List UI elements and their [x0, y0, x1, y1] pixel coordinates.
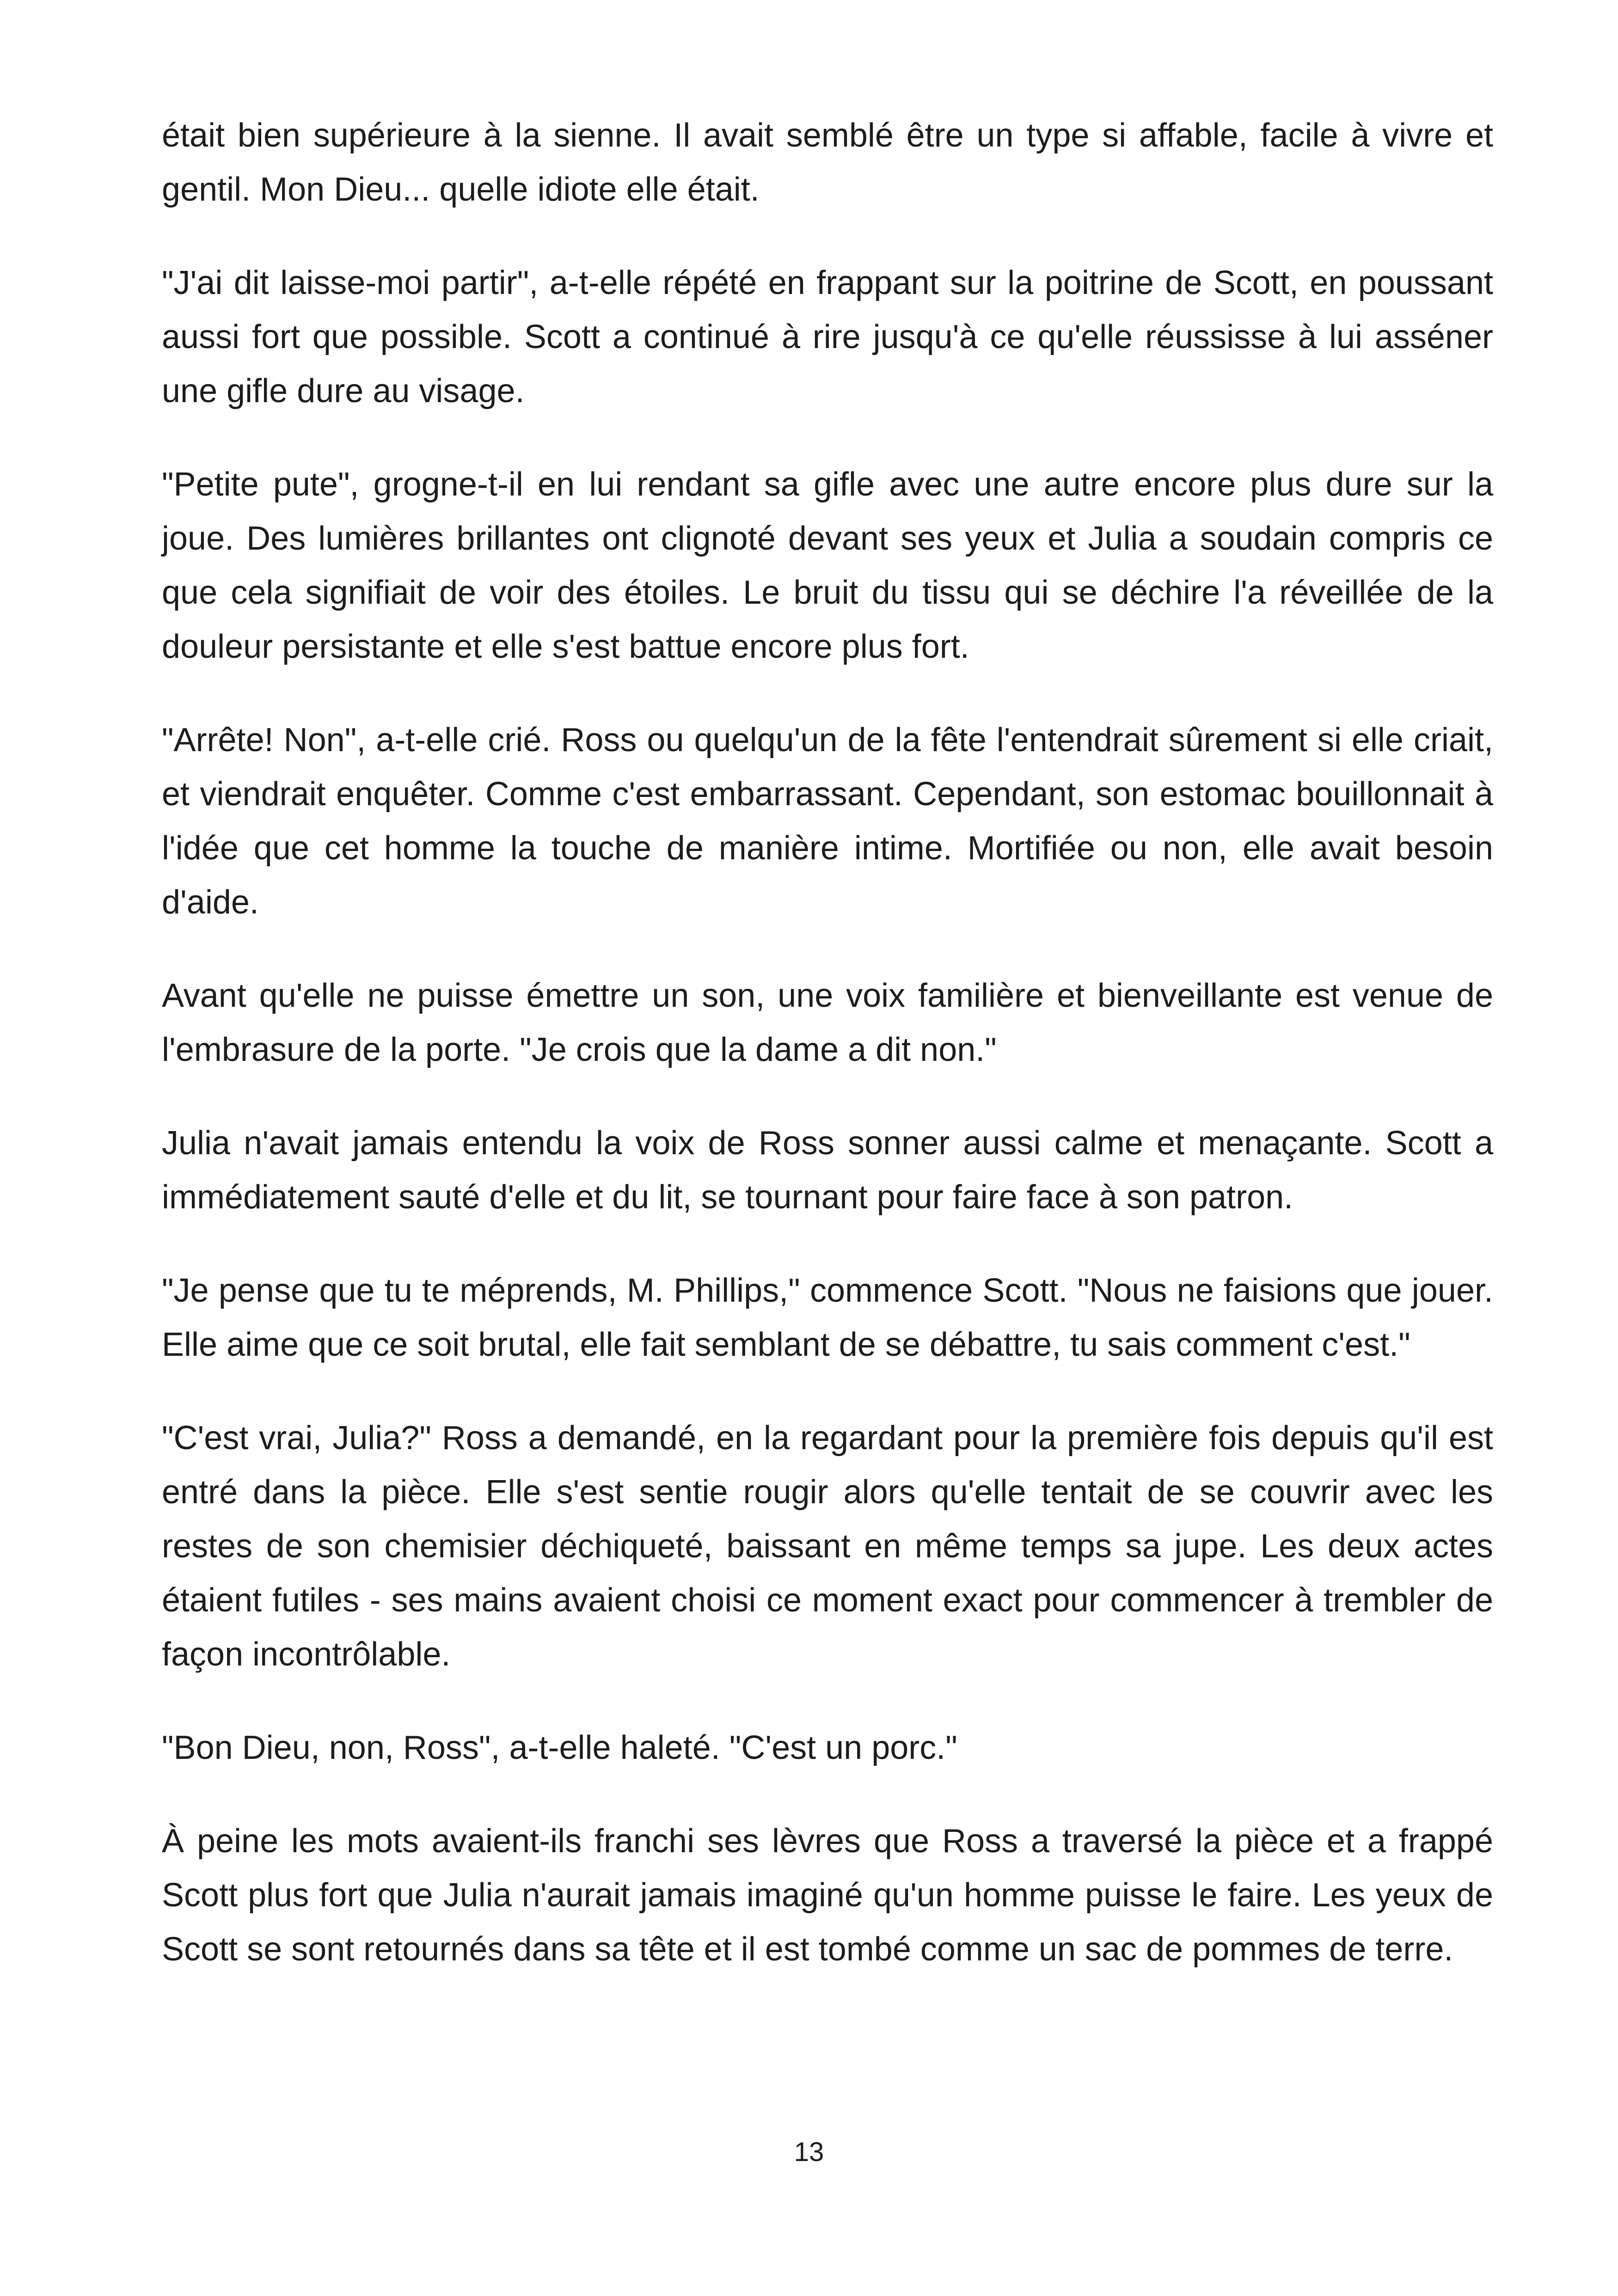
- page-number: 13: [794, 2137, 824, 2167]
- paragraph: était bien supérieure à la sienne. Il avait semblé être un type si affable, facile à vivre et gentil. Mon Dieu... quelle idiote elle était.: [162, 117, 1493, 208]
- paragraph: Avant qu'elle ne puisse émettre un son, une voix familière et bienveillante est venue de l'embrasure de la porte. "Je crois que la dame a dit non.": [162, 977, 1493, 1068]
- paragraph: "Je pense que tu te méprends, M. Phillips," commence Scott. "Nous ne faisions que jouer. Elle aime que ce soit brutal, elle fait semblant de se débattre, tu sais comment c'est.": [162, 1272, 1493, 1363]
- paragraph: "Arrête! Non", a-t-elle crié. Ross ou quelqu'un de la fête l'entendrait sûrement si elle criait, et viendrait enquêter. Comme c'est embarrassant. Cependant, son estomac bouillonnait à l'idée que cet homme la touche de manière intime. Mortifiée ou non, elle avait besoin d'aide.: [162, 722, 1493, 921]
- document-body: [162, 109, 1493, 1977]
- paragraph: "Bon Dieu, non, Ross", a-t-elle haleté. "C'est un porc.": [162, 1729, 957, 1766]
- paragraph: "Petite pute", grogne-t-il en lui rendant sa gifle avec une autre encore plus dure sur la joue. Des lumières brillantes ont clignoté devant ses yeux et Julia a soudain compris ce que cela signifiait de voir des étoiles. Le bruit du tissu qui se déchire l'a réveillée de la douleur persistante et elle s'est battue encore plus fort.: [162, 466, 1493, 665]
- paragraph: "J'ai dit laisse-moi partir", a-t-elle répété en frappant sur la poitrine de Scott, en poussant aussi fort que possible. Scott a continué à rire jusqu'à ce qu'elle réussisse à lui asséner une gifle dure au visage.: [162, 264, 1493, 410]
- paragraph: "C'est vrai, Julia?" Ross a demandé, en la regardant pour la première fois depuis qu'il est entré dans la pièce. Elle s'est sentie rougir alors qu'elle tentait de se couvrir avec les restes de son chemisier déchiqueté, baissant en même temps sa jupe. Les deux actes étaient futiles - ses mains avaient choisi ce moment exact pour commencer à trembler de façon incontrôlable.: [162, 1420, 1493, 1673]
- paragraph: À peine les mots avaient-ils franchi ses lèvres que Ross a traversé la pièce et a frappé Scott plus fort que Julia n'aurait jamais imaginé qu'un homme puisse le faire. Les yeux de Scott se sont retournés dans sa tête et il est tombé comme un sac de pommes de terre.: [162, 1823, 1493, 1968]
- paragraph: Julia n'avait jamais entendu la voix de Ross sonner aussi calme et menaçante. Scott a immédiatement sauté d'elle et du lit, se tournant pour faire face à son patron.: [162, 1125, 1493, 1216]
